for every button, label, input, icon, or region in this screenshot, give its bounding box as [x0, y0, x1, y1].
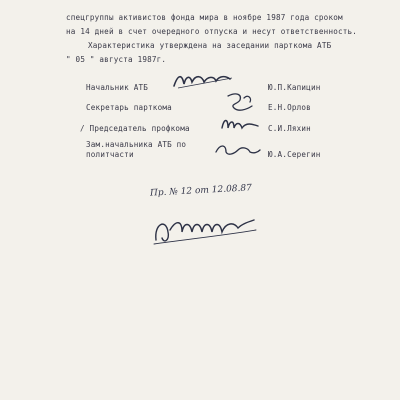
body-line-2: на 14 дней в счет очередного отпуска и несут ответственность. — [66, 27, 358, 36]
body-line-1: спецгруппы активистов фонда мира в ноябре 1987 года сроком — [66, 13, 343, 22]
signature-deputy-mark — [212, 142, 262, 160]
body-line-3: Характеристика утверждена на заседании парткома АТБ — [88, 41, 332, 50]
signature-union-chair-mark — [218, 114, 262, 134]
signature-title-deputy-line2: политчасти — [86, 150, 134, 159]
signature-title-head: Начальник АТБ — [86, 83, 149, 92]
signatory-name-party-secretary: Е.Н.Орлов — [268, 103, 311, 112]
signature-title-party-secretary: Секретарь парткома — [86, 103, 172, 112]
large-signature-mark — [150, 210, 260, 250]
body-line-4: " 05 " августа 1987г. — [66, 55, 167, 64]
signature-title-union-chair: / Председатель профкома — [80, 124, 190, 133]
signatory-name-union-chair: С.И.Ляхин — [268, 124, 311, 133]
signatory-name-head: Ю.П.Капицин — [268, 83, 321, 92]
signatory-name-deputy: Ю.А.Серегин — [268, 150, 321, 159]
signature-title-deputy-line1: Зам.начальника АТБ по — [86, 140, 187, 149]
handwritten-protocol-note: Пр. № 12 от 12.08.87 — [149, 183, 253, 199]
signature-head-mark — [170, 70, 240, 92]
